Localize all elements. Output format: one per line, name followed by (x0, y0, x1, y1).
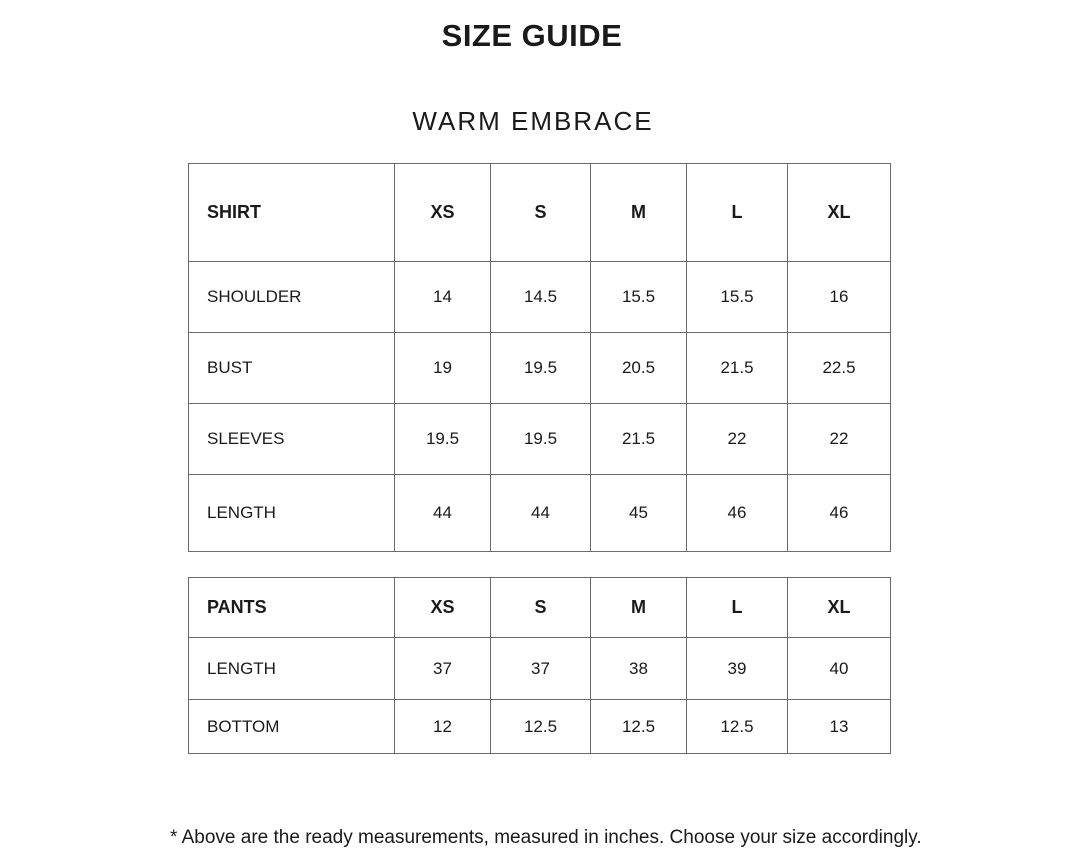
table-cell: 19.5 (491, 404, 591, 475)
measurement-label: SHOULDER (189, 262, 395, 333)
table-header-cell: L (687, 164, 788, 262)
table-cell: 21.5 (591, 404, 687, 475)
table-cell: 16 (788, 262, 891, 333)
table-cell: 15.5 (687, 262, 788, 333)
table-cell: 20.5 (591, 333, 687, 404)
table-cell: 22.5 (788, 333, 891, 404)
measurement-label: LENGTH (189, 475, 395, 552)
table-cell: 40 (788, 638, 891, 700)
table-cell: 19.5 (491, 333, 591, 404)
table-row (189, 700, 891, 754)
table-row (189, 475, 891, 552)
table-cell: 12.5 (687, 700, 788, 754)
table-header-cell: M (591, 164, 687, 262)
table-header-row (189, 164, 891, 262)
table-header-cell: S (491, 164, 591, 262)
table-row (189, 333, 891, 404)
table-cell: 12.5 (491, 700, 591, 754)
table-header-cell: XL (788, 578, 891, 638)
table-cell: 45 (591, 475, 687, 552)
measurement-label: SLEEVES (189, 404, 395, 475)
table-row (189, 262, 891, 333)
shirt-size-table (188, 163, 891, 552)
pants-size-table (188, 577, 891, 754)
table-cell: 12.5 (591, 700, 687, 754)
table-cell: 14.5 (491, 262, 591, 333)
table-cell: 37 (395, 638, 491, 700)
table-cell: 37 (491, 638, 591, 700)
table-cell: 44 (491, 475, 591, 552)
table-header-cell: PANTS (189, 578, 395, 638)
table-header-cell: XL (788, 164, 891, 262)
table-cell: 12 (395, 700, 491, 754)
table-header-cell: M (591, 578, 687, 638)
table-cell: 38 (591, 638, 687, 700)
table-row (189, 638, 891, 700)
table-cell: 46 (788, 475, 891, 552)
table-cell: 19 (395, 333, 491, 404)
table-cell: 14 (395, 262, 491, 333)
measurement-label: LENGTH (189, 638, 395, 700)
measurement-footnote: * Above are the ready measurements, measured in inches. Choose your size accordingly. (170, 827, 922, 848)
table-header-row (189, 578, 891, 638)
table-header-cell: XS (395, 164, 491, 262)
measurement-label: BUST (189, 333, 395, 404)
table-cell: 21.5 (687, 333, 788, 404)
table-cell: 13 (788, 700, 891, 754)
table-header-cell: S (491, 578, 591, 638)
page-title: SIZE GUIDE (441, 18, 623, 53)
table-cell: 46 (687, 475, 788, 552)
table-cell: 15.5 (591, 262, 687, 333)
table-header-cell: SHIRT (189, 164, 395, 262)
table-row (189, 404, 891, 475)
table-cell: 39 (687, 638, 788, 700)
table-header-cell: L (687, 578, 788, 638)
measurement-label: BOTTOM (189, 700, 395, 754)
table-cell: 19.5 (395, 404, 491, 475)
table-cell: 22 (687, 404, 788, 475)
table-header-cell: XS (395, 578, 491, 638)
table-cell: 44 (395, 475, 491, 552)
table-cell: 22 (788, 404, 891, 475)
product-name: WARM EMBRACE (412, 106, 654, 136)
